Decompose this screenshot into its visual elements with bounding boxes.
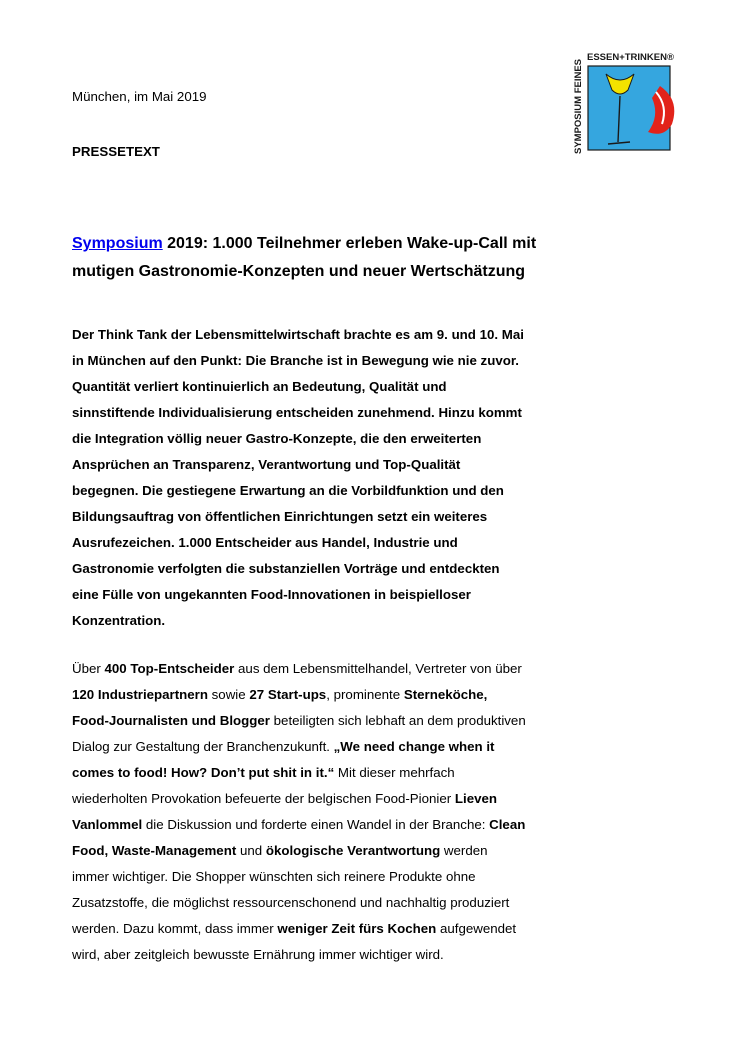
logo-vertical-text: SYMPOSIUM FEINES (573, 58, 584, 154)
lead-line: begegnen. Die gestiegene Erwartung an die Vorbildfunktion und den (72, 483, 504, 498)
body-line (72, 734, 620, 760)
document-label: PRESSETEXT (72, 144, 160, 159)
body-line (72, 838, 620, 864)
dateline: München, im Mai 2019 (72, 89, 207, 104)
bold-run: weniger Zeit fürs Kochen (277, 921, 437, 936)
symposium-logo (568, 46, 688, 160)
bold-run: comes to food! How? Don’t put shit in it.“ (72, 765, 335, 780)
text-run: wiederholten Provokation befeuerte der belgischen Food-Pionier (72, 791, 455, 806)
body-line (72, 812, 620, 838)
headline-line-1 (72, 230, 632, 258)
lead-line: Quantität verliert kontinuierlich an Bedeutung, Qualität und (72, 379, 447, 394)
body-line (72, 760, 620, 786)
text-run: sowie (207, 687, 250, 702)
lead-line: Konzentration. (72, 613, 166, 628)
text-run: Über (72, 661, 105, 676)
body-paragraph (72, 656, 620, 968)
lead-line: Der Think Tank der Lebensmittelwirtschaft brachte es am 9. und 10. Mai (72, 327, 524, 342)
headline (72, 230, 632, 286)
bold-run: Lieven (454, 791, 498, 806)
lead-line: Ansprüchen an Transparenz, Verantwortung und Top-Qualität (72, 457, 461, 472)
bold-run: Clean (489, 817, 526, 832)
text-run: werden (440, 843, 488, 858)
text-run: immer wichtiger. Die Shopper wünschten sich reinere Produkte ohne (72, 869, 476, 884)
logo-top-text: ESSEN+TRINKEN® (587, 52, 674, 63)
body-line (72, 786, 620, 812)
symposium-link[interactable]: Symposium (72, 235, 163, 252)
headline-line-2: mutigen Gastronomie-Konzepten und neuer Wertschätzung (72, 263, 526, 280)
bold-run: ökologische Verantwortung (265, 843, 441, 858)
headline-line-1-rest: 2019: 1.000 Teilnehmer erleben Wake-up-Call mit (162, 235, 537, 252)
body-line (72, 916, 620, 942)
body-line (72, 942, 620, 968)
bold-run: 400 Top-Entscheider (104, 661, 235, 676)
lead-line: die Integration völlig neuer Gastro-Konzepte, die den erweiterten (72, 431, 482, 446)
text-run: beteiligten sich lebhaft an dem produktiven (269, 713, 526, 728)
text-run: , prominente (326, 687, 404, 702)
lead-line: in München auf den Punkt: Die Branche ist in Bewegung wie nie zuvor. (72, 353, 519, 368)
bold-run: „We need change when it (333, 739, 495, 754)
text-run: die Diskussion und forderte einen Wandel in der Branche: (142, 817, 490, 832)
bold-run: 120 Industriepartnern (72, 687, 208, 702)
body-line (72, 682, 620, 708)
lead-line: Gastronomie verfolgten die substanziellen Vorträge und entdeckten (72, 561, 500, 576)
text-run: werden. Dazu kommt, dass immer (72, 921, 278, 936)
text-run: aus dem Lebensmittelhandel, Vertreter von über (234, 661, 522, 676)
body-line (72, 890, 620, 916)
body-line (72, 708, 620, 734)
text-run: aufgewendet (436, 921, 517, 936)
body-line (72, 656, 620, 682)
bold-run: Vanlommel (72, 817, 143, 832)
bold-run: Food, Waste-Management (72, 843, 237, 858)
lead-paragraph (72, 322, 620, 634)
lead-line: Ausrufezeichen. 1.000 Entscheider aus Handel, Industrie und (72, 535, 458, 550)
lead-line: eine Fülle von ungekannten Food-Innovationen in beispielloser (72, 587, 471, 602)
text-run: Zusatzstoffe, die möglichst ressourcenschonend und nachhaltig produziert (72, 895, 510, 910)
body-line (72, 864, 620, 890)
bold-run: Sterneköche, (403, 687, 488, 702)
bold-run: Food-Journalisten und Blogger (72, 713, 270, 728)
text-run: wird, aber zeitgleich bewusste Ernährung immer wichtiger wird. (72, 947, 444, 962)
bold-run: 27 Start-ups (249, 687, 327, 702)
text-run: Mit dieser mehrfach (334, 765, 455, 780)
lead-line: Bildungsauftrag von öffentlichen Einrichtungen setzt ein weiteres (72, 509, 488, 524)
text-run: und (236, 843, 266, 858)
lead-line: sinnstiftende Individualisierung entscheiden zunehmend. Hinzu kommt (72, 405, 522, 420)
text-run: Dialog zur Gestaltung der Branchenzukunft. (72, 739, 334, 754)
